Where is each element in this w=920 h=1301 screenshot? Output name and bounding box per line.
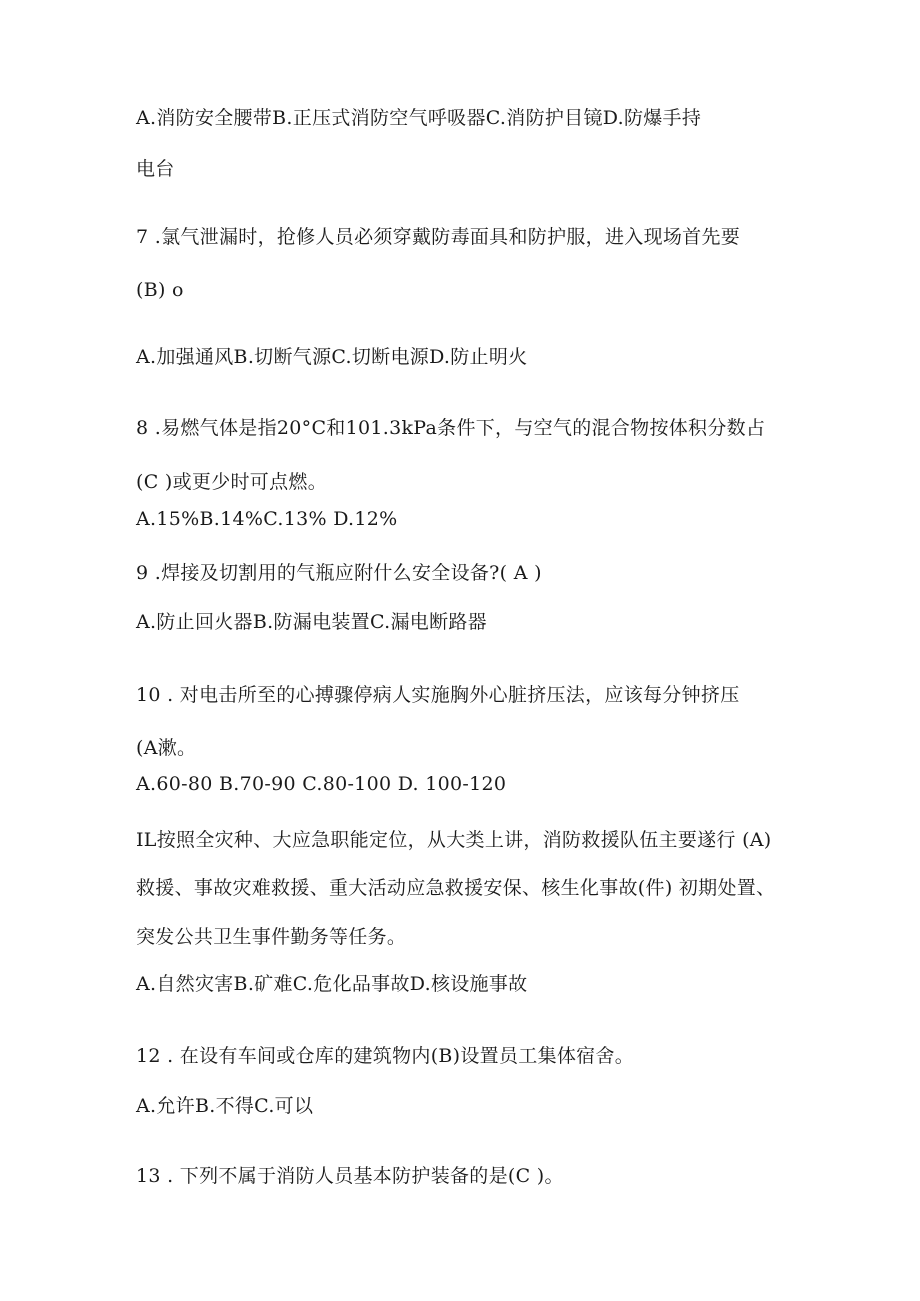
question-7-line: 7 .氯气泄漏时，抢修人员必须穿戴防毒面具和防护服，进入现场首先要 xyxy=(136,226,741,248)
options-9-line: A.防止回火器B.防漏电装置C.漏电断路器 xyxy=(136,611,487,633)
options-12-line: A.允许B.不得C.可以 xyxy=(136,1095,314,1117)
text-line: 突发公共卫生事件勤务等任务。 xyxy=(136,926,407,948)
question-8-line: 8 .易燃气体是指20°C和101.3kPa条件下，与空气的混合物按体积分数占 xyxy=(136,417,766,439)
question-13-line: 13 . 下列不属于消防人员基本防护装备的是(C )。 xyxy=(136,1165,564,1187)
text-line: (A漱。 xyxy=(136,737,197,759)
options-11-line: A.自然灾害B.矿难C.危化品事故D.核设施事故 xyxy=(136,973,528,995)
question-9-line: 9 .焊接及切割用的气瓶应附什么安全设备?( A ) xyxy=(136,562,542,584)
text-line: 电台 xyxy=(136,158,175,180)
options-10-line: A.60-80 B.70-90 C.80-100 D. 100-120 xyxy=(136,773,507,795)
text-line: (B) o xyxy=(136,279,184,301)
options-8-line: A.15%B.14%C.13% D.12% xyxy=(136,508,398,530)
text-line: 救援、事故灾难救援、重大活动应急救援安保、核生化事故(件) 初期处置、 xyxy=(136,877,776,899)
question-11-line: IL按照全灾种、大应急职能定位，从大类上讲，消防救援队伍主要遂行 (A) xyxy=(136,829,772,851)
options-7-line: A.加强通风B.切断气源C.切断电源D.防止明火 xyxy=(136,346,528,368)
text-line: A.消防安全腰带B.正压式消防空气呼吸器C.消防护目镜D.防爆手持 xyxy=(136,107,702,129)
question-10-line: 10 . 对电击所至的心搏骤停病人实施胸外心脏挤压法，应该每分钟挤压 xyxy=(136,684,740,706)
question-12-line: 12 . 在设有车间或仓库的建筑物内(B)设置员工集体宿舍。 xyxy=(136,1045,635,1067)
text-line: (C )或更少时可点燃。 xyxy=(136,471,328,493)
